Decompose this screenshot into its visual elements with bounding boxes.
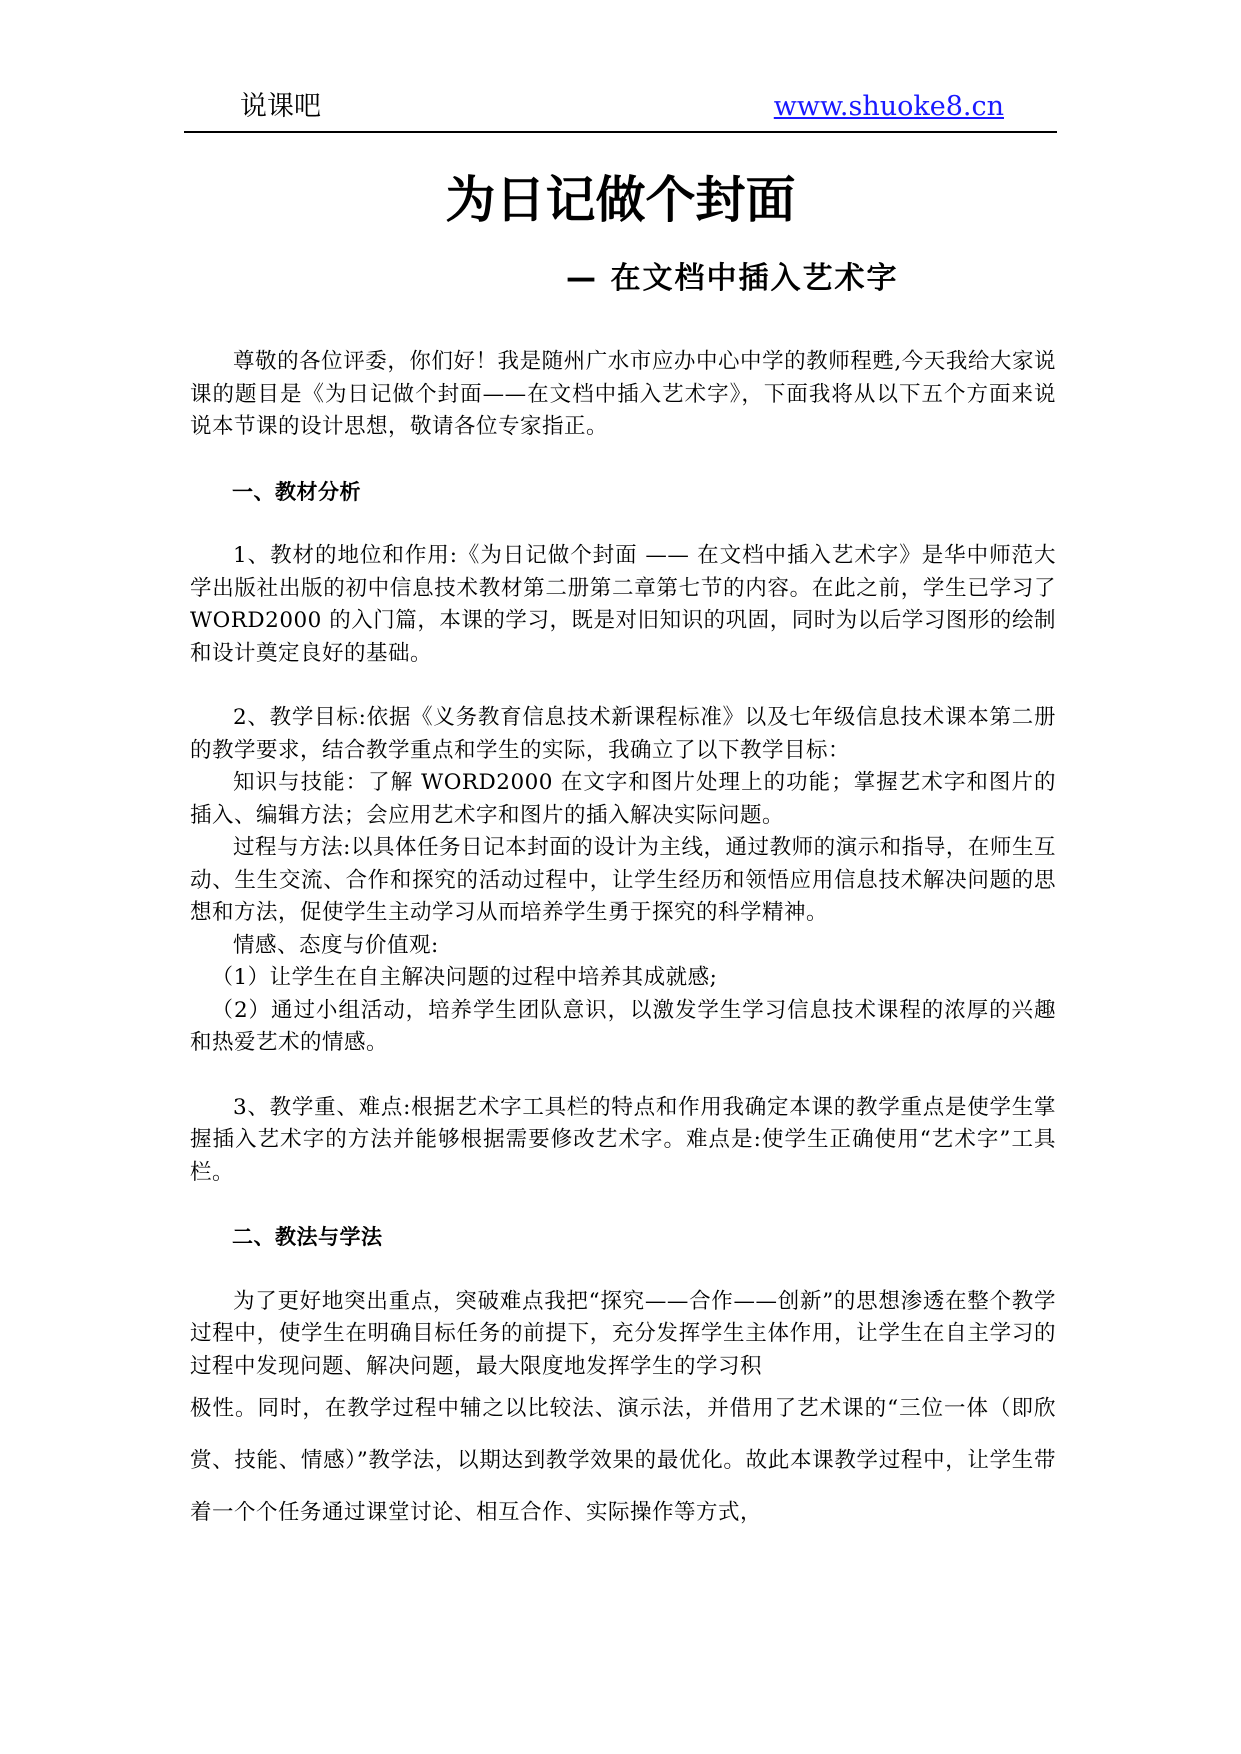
header-divider — [184, 131, 1057, 133]
document-subtitle: — 在文档中插入艺术字 — [566, 261, 899, 296]
header-site-link[interactable]: www.shuoke8.cn — [773, 91, 1004, 122]
header-site-name: 说课吧 — [240, 91, 321, 122]
intro-paragraph: 尊敬的各位评委，你们好！我是随州广水市应办中心中学的教师程甦,今天我给大家说课的题目是《为日记做个封面——在文档中插入艺术字》，下面我将从以下五个方面来说说本节课的设计思想，敬请各位专家指正。 — [190, 349, 1056, 439]
paragraph-methods-part2: 极性。同时，在教学过程中辅之以比较法、演示法，并借用了艺术课的“三位一体（即欣赏、技能、情感）”教学法，以期达到教学效果的最优化。故此本课教学过程中，让学生带着一个个任务通过课堂讨论、相互合作、实际操作等方式， — [190, 1396, 1056, 1525]
paragraph-material-role: 1、教材的地位和作用:《为日记做个封面 —— 在文档中插入艺术字》是华中师范大学出版社出版的初中信息技术教材第二册第二章第七节的内容。在此之前，学生已学习了 WORD2000 的入门篇，本课的学习，既是对旧知识的巩固，同时为以后学习图形的绘制和设计奠定良好的基础。 — [190, 543, 1056, 666]
paragraph-key-points: 3、教学重、难点:根据艺术字工具栏的特点和作用我确定本课的教学重点是使学生掌握插入艺术字的方法并能够根据需要修改艺术字。难点是:使学生正确使用“艺术字”工具栏。 — [190, 1094, 1056, 1185]
paragraph-process-methods: 过程与方法:以具体任务日记本封面的设计为主线，通过教师的演示和指导，在师生互动、生生交流、合作和探究的活动过程中，让学生经历和领悟应用信息技术解决问题的思想和方法，促使学生主动学习从而培养学生勇于探究的科学精神。 — [190, 835, 1056, 925]
document-title: 为日记做个封面 — [445, 171, 796, 229]
section-heading-materials: 一、教材分析 — [232, 479, 361, 504]
paragraph-teaching-goals: 2、教学目标:依据《义务教育信息技术新课程标准》以及七年级信息技术课本第二册的教学要求，结合教学重点和学生的实际，我确立了以下教学目标： — [190, 705, 1056, 763]
paragraph-attitude-values: 情感、态度与价值观: — [233, 932, 439, 958]
list-item-1: （1）让学生在自主解决问题的过程中培养其成就感; — [211, 965, 718, 990]
section-heading-methods: 二、教法与学法 — [232, 1225, 383, 1249]
paragraph-methods-part1: 为了更好地突出重点，突破难点我把“探究——合作——创新”的思想渗透在整个教学过程中，使学生在明确目标任务的前提下，充分发挥学生主体作用，让学生在自主学习的过程中发现问题、解决问题，最大限度地发挥学生的学习积 — [190, 1288, 1056, 1379]
list-item-2: （2）通过小组活动，培养学生团队意识，以激发学生学习信息技术课程的浓厚的兴趣和热爱艺术的情感。 — [190, 997, 1056, 1055]
document-body — [190, 346, 1056, 1539]
paragraph-knowledge-skills: 知识与技能：了解 WORD2000 在文字和图片处理上的功能；掌握艺术字和图片的插入、编辑方法；会应用艺术字和图片的插入解决实际问题。 — [190, 770, 1056, 828]
